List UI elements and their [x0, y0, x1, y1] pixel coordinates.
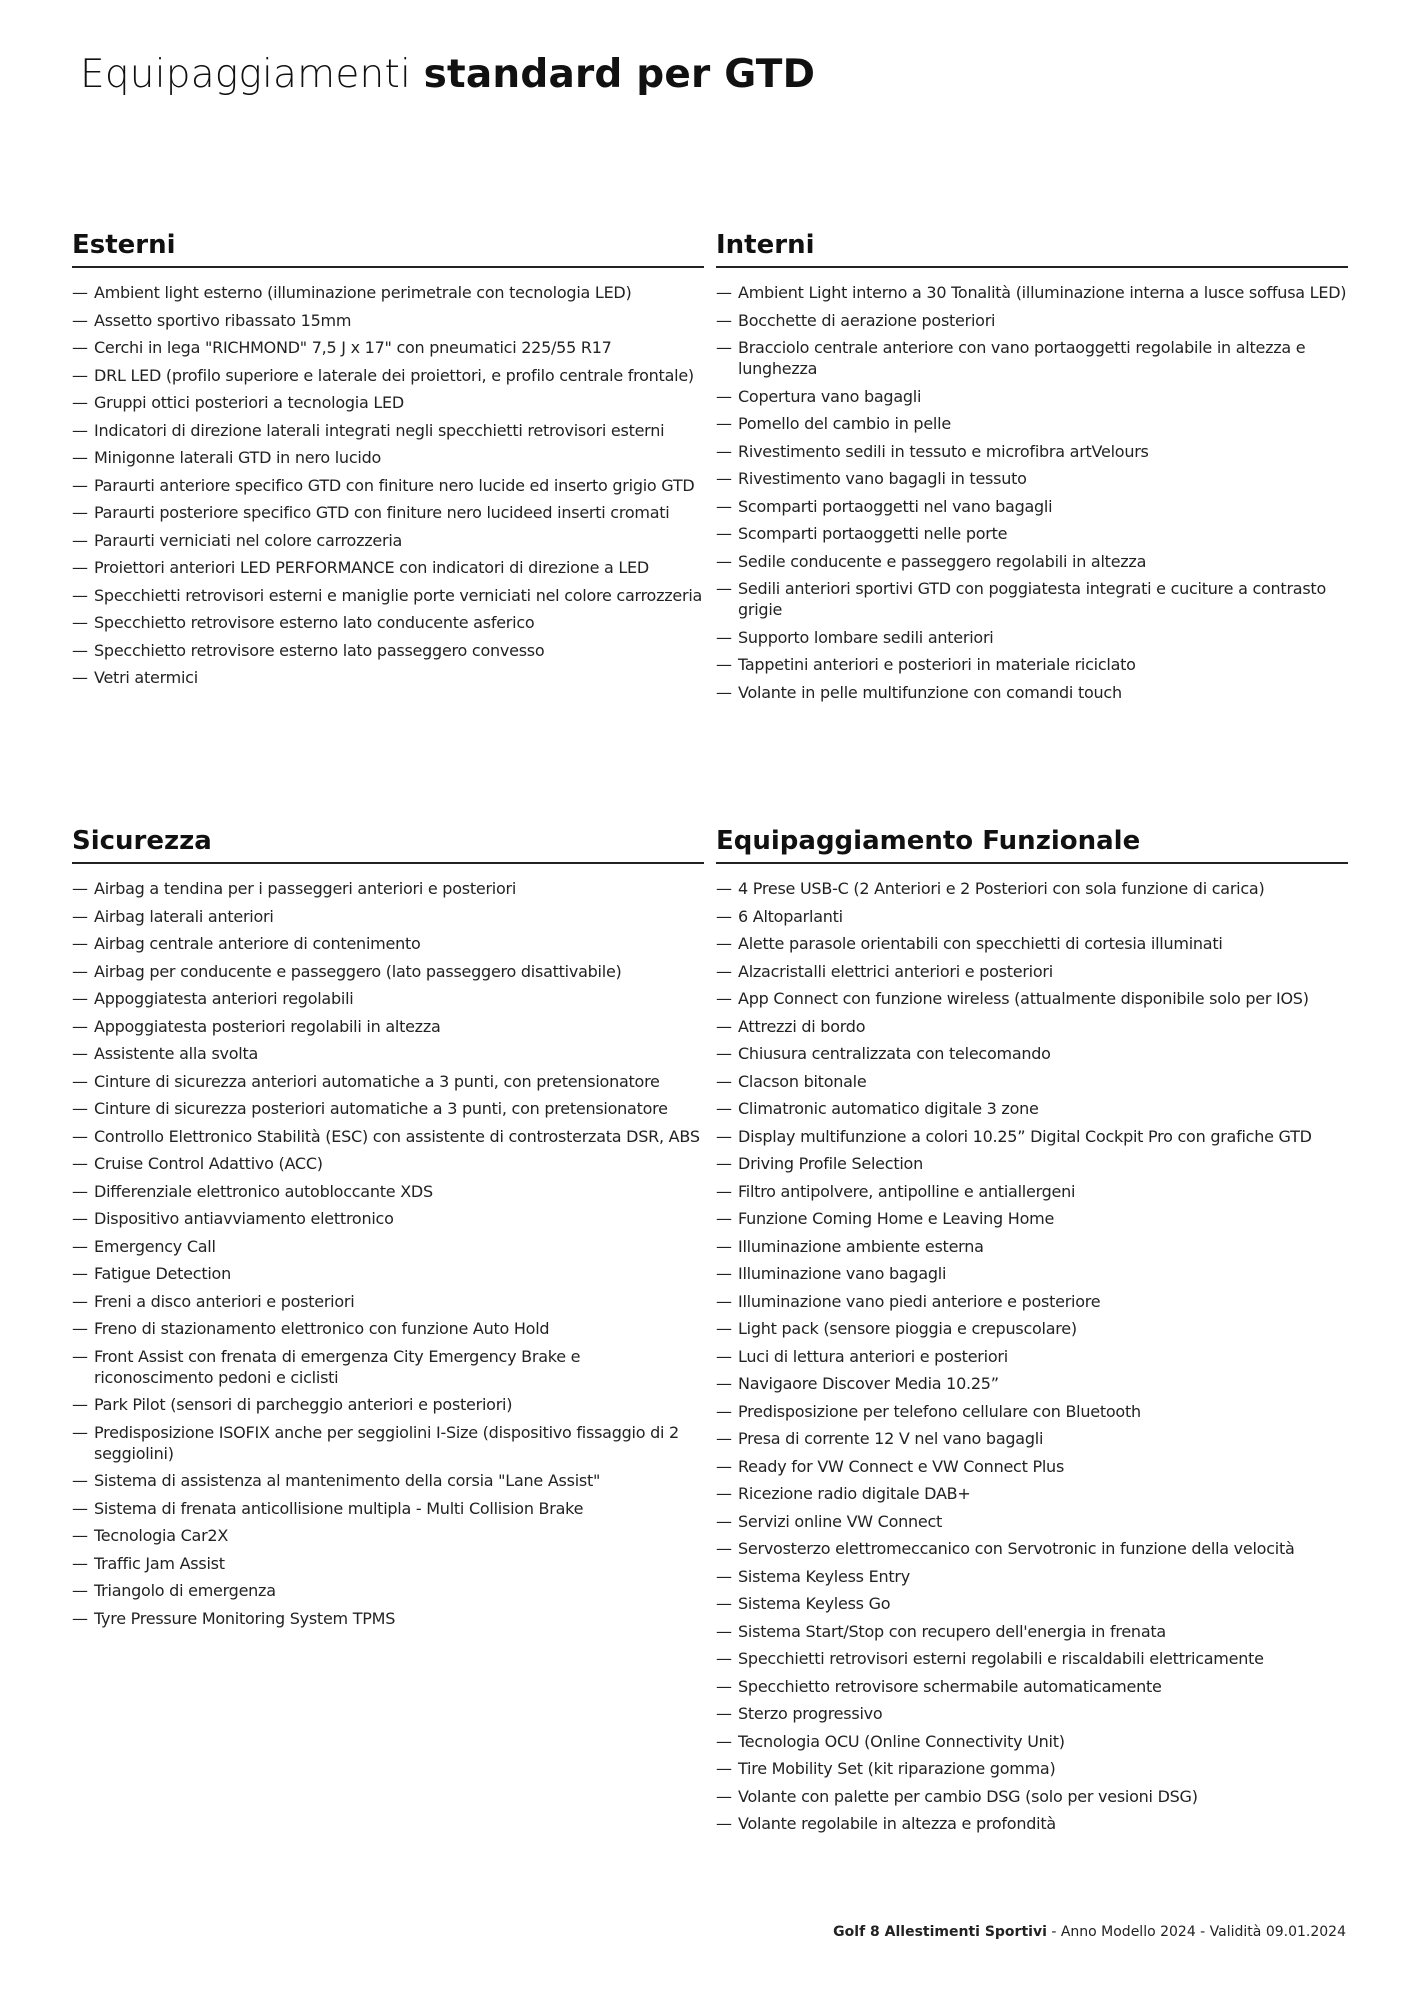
- bullet-dash: —: [716, 906, 732, 926]
- list-item-text: Display multifunzione a colori 10.25” Digital Cockpit Pro con grafiche GTD: [738, 1126, 1312, 1146]
- list-item: [72, 337, 704, 358]
- bullet-dash: —: [72, 1471, 88, 1490]
- list-item-text: Tire Mobility Set (kit riparazione gomma): [738, 1759, 1056, 1778]
- list-item: [72, 1291, 704, 1312]
- section-heading: Sicurezza: [72, 826, 704, 864]
- list-item-text: Specchietti retrovisori esterni e maniglie porte verniciati nel colore carrozzeria: [94, 585, 703, 605]
- bullet-dash: —: [716, 469, 732, 488]
- list-item-text: Cinture di sicurezza anteriori automatiche a 3 punti, con pretensionatore: [94, 1071, 660, 1091]
- bullet-dash: —: [716, 1676, 732, 1696]
- bullet-dash: —: [72, 420, 88, 440]
- list-item-text: Tecnologia OCU (Online Connectivity Unit): [738, 1731, 1065, 1751]
- list-item: [72, 502, 704, 523]
- list-item: [716, 1621, 1348, 1642]
- list-item: [72, 933, 704, 954]
- list-item: [716, 1346, 1348, 1367]
- bullet-dash: —: [716, 496, 732, 516]
- bullet-dash: —: [72, 989, 88, 1008]
- bullet-dash: —: [72, 310, 88, 330]
- list-item-text: Rivestimento vano bagagli in tessuto: [738, 469, 1027, 488]
- bullet-dash: —: [716, 310, 732, 330]
- equipment-list: [72, 878, 704, 1629]
- bullet-dash: —: [716, 961, 732, 981]
- list-item-text: Sedili anteriori sportivi GTD con poggiatesta integrati e cuciture a contrasto grigie: [738, 579, 1326, 619]
- list-item-text: Servosterzo elettromeccanico con Servotronic in funzione della velocità: [738, 1539, 1295, 1558]
- bullet-dash: —: [72, 1498, 88, 1518]
- bullet-dash: —: [716, 1649, 732, 1668]
- list-item: [716, 988, 1348, 1009]
- section-interni: [716, 230, 1348, 709]
- list-item: [716, 961, 1348, 982]
- list-item: [716, 413, 1348, 434]
- bullet-dash: —: [716, 1456, 732, 1476]
- list-item-text: Specchietto retrovisore schermabile automaticamente: [738, 1676, 1162, 1696]
- list-item-text: Luci di lettura anteriori e posteriori: [738, 1346, 1008, 1366]
- list-item: [716, 933, 1348, 954]
- bullet-dash: —: [716, 1731, 732, 1751]
- page-title-light: Equipaggiamenti: [80, 52, 411, 97]
- list-item: [72, 1498, 704, 1519]
- bullet-dash: —: [72, 1291, 88, 1311]
- list-item: [716, 1786, 1348, 1807]
- list-item-text: Volante con palette per cambio DSG (solo per vesioni DSG): [738, 1786, 1198, 1806]
- list-item: [716, 1071, 1348, 1092]
- section-heading: Interni: [716, 230, 1348, 268]
- list-item-text: Sistema Keyless Entry: [738, 1566, 910, 1586]
- list-item-text: Navigaore Discover Media 10.25”: [738, 1374, 999, 1393]
- list-item-text: Supporto lombare sedili anteriori: [738, 627, 994, 647]
- list-item-text: Pomello del cambio in pelle: [738, 414, 951, 433]
- list-item-text: DRL LED (profilo superiore e laterale dei proiettori, e profilo centrale frontale): [94, 365, 694, 385]
- bullet-dash: —: [72, 1154, 88, 1173]
- bullet-dash: —: [72, 640, 88, 660]
- list-item: [72, 1236, 704, 1257]
- list-item: [716, 1703, 1348, 1724]
- list-item-text: Park Pilot (sensori di parcheggio anteriori e posteriori): [94, 1395, 513, 1414]
- list-item-text: Specchietto retrovisore esterno lato conducente asferico: [94, 613, 535, 632]
- list-item-text: Paraurti posteriore specifico GTD con finiture nero lucideed inserti cromati: [94, 503, 670, 522]
- list-item: [716, 627, 1348, 648]
- bullet-dash: —: [72, 1422, 88, 1442]
- bullet-dash: —: [716, 283, 732, 302]
- list-item-text: Indicatori di direzione laterali integrati negli specchietti retrovisori esterni: [94, 420, 665, 440]
- bullet-dash: —: [72, 283, 88, 302]
- bullet-dash: —: [716, 1621, 732, 1641]
- list-item: [72, 667, 704, 688]
- list-item: [72, 1580, 704, 1601]
- list-item: [72, 1126, 704, 1147]
- list-item-text: Illuminazione vano bagagli: [738, 1264, 947, 1283]
- equipment-list: [716, 282, 1348, 703]
- list-item-text: Paraurti anteriore specifico GTD con finiture nero lucide ed inserto grigio GTD: [94, 475, 695, 495]
- list-item: [716, 1648, 1348, 1669]
- list-item: [72, 1553, 704, 1574]
- list-item-text: Illuminazione ambiente esterna: [738, 1236, 984, 1256]
- list-item: [716, 1813, 1348, 1834]
- bullet-dash: —: [72, 613, 88, 632]
- bullet-dash: —: [72, 1346, 88, 1366]
- bullet-dash: —: [72, 530, 88, 550]
- list-item-text: Vetri atermici: [94, 668, 198, 687]
- bullet-dash: —: [72, 1209, 88, 1228]
- list-item-text: Scomparti portaoggetti nelle porte: [738, 524, 1008, 543]
- bullet-dash: —: [72, 1608, 88, 1628]
- list-item: [72, 1394, 704, 1415]
- bullet-dash: —: [716, 1594, 732, 1613]
- list-item: [72, 1071, 704, 1092]
- list-item: [72, 1422, 704, 1464]
- list-item-text: Specchietto retrovisore esterno lato passeggero convesso: [94, 640, 545, 660]
- list-item: [72, 1318, 704, 1339]
- list-item: [72, 1043, 704, 1064]
- bullet-dash: —: [716, 414, 732, 433]
- list-item-text: Illuminazione vano piedi anteriore e posteriore: [738, 1291, 1101, 1311]
- bullet-dash: —: [72, 934, 88, 953]
- list-item-text: Triangolo di emergenza: [94, 1581, 276, 1600]
- list-item-text: Attrezzi di bordo: [738, 1016, 866, 1036]
- list-item: [72, 1470, 704, 1491]
- list-item: [716, 654, 1348, 675]
- bullet-dash: —: [716, 1539, 732, 1558]
- bullet-dash: —: [72, 1526, 88, 1545]
- list-item-text: Differenziale elettronico autobloccante XDS: [94, 1181, 433, 1201]
- bullet-dash: —: [716, 627, 732, 647]
- list-item-text: Front Assist con frenata di emergenza City Emergency Brake e riconoscimento pedoni e ciclisti: [94, 1346, 581, 1387]
- list-item: [716, 682, 1348, 703]
- list-item: [72, 310, 704, 331]
- bullet-dash: —: [716, 1401, 732, 1421]
- list-item: [72, 640, 704, 661]
- list-item: [72, 906, 704, 927]
- bullet-dash: —: [716, 655, 732, 674]
- list-item-text: Scomparti portaoggetti nel vano bagagli: [738, 496, 1053, 516]
- list-item-text: Airbag a tendina per i passeggeri anteriori e posteriori: [94, 879, 517, 898]
- bullet-dash: —: [716, 1374, 732, 1393]
- list-item-text: Predisposizione ISOFIX anche per seggiolini I-Size (dispositivo fissaggio di 2 seggiolini): [94, 1422, 679, 1463]
- list-item-text: Fatigue Detection: [94, 1264, 231, 1283]
- bullet-dash: —: [716, 1484, 732, 1503]
- list-item: [72, 1208, 704, 1229]
- bullet-dash: —: [716, 579, 732, 598]
- list-item-text: Traffic Jam Assist: [94, 1553, 225, 1573]
- bullet-dash: —: [72, 393, 88, 412]
- bullet-dash: —: [716, 1126, 732, 1146]
- list-item: [716, 1263, 1348, 1284]
- list-item-text: Cinture di sicurezza posteriori automatiche a 3 punti, con pretensionatore: [94, 1099, 668, 1118]
- list-item-text: Funzione Coming Home e Leaving Home: [738, 1209, 1055, 1228]
- list-item-text: Ready for VW Connect e VW Connect Plus: [738, 1456, 1065, 1476]
- bullet-dash: —: [716, 682, 732, 702]
- list-item: [72, 557, 704, 578]
- page-footer: [833, 1924, 1346, 1940]
- list-item: [72, 878, 704, 899]
- list-item-text: Dispositivo antiavviamento elettronico: [94, 1209, 394, 1228]
- bullet-dash: —: [72, 1553, 88, 1573]
- list-item: [72, 1346, 704, 1388]
- list-item: [716, 1181, 1348, 1202]
- list-item-text: Rivestimento sedili in tessuto e microfibra artVelours: [738, 441, 1149, 461]
- list-item-text: Volante in pelle multifunzione con comandi touch: [738, 682, 1122, 702]
- list-item: [72, 1016, 704, 1037]
- bullet-dash: —: [72, 475, 88, 495]
- page-title-bold: standard per GTD: [423, 52, 816, 97]
- list-item-text: Sedile conducente e passeggero regolabili in altezza: [738, 551, 1147, 571]
- list-item: [716, 441, 1348, 462]
- list-item-text: Assistente alla svolta: [94, 1044, 259, 1063]
- list-item: [716, 878, 1348, 899]
- list-item: [716, 1318, 1348, 1339]
- list-item: [72, 1608, 704, 1629]
- list-item: [72, 585, 704, 606]
- list-item-text: App Connect con funzione wireless (attualmente disponibile solo per IOS): [738, 989, 1309, 1008]
- list-item: [72, 282, 704, 303]
- footer-model: Golf 8 Allestimenti Sportivi: [833, 1924, 1047, 1940]
- list-item: [716, 1731, 1348, 1752]
- list-item: [716, 1428, 1348, 1449]
- list-item: [716, 468, 1348, 489]
- equipment-list: [716, 878, 1348, 1834]
- list-item-text: Predisposizione per telefono cellulare con Bluetooth: [738, 1401, 1141, 1421]
- list-item-text: Controllo Elettronico Stabilità (ESC) con assistente di controsterzata DSR, ABS: [94, 1126, 700, 1146]
- list-item-text: Assetto sportivo ribassato 15mm: [94, 310, 352, 330]
- list-item: [716, 578, 1348, 620]
- bullet-dash: —: [72, 1071, 88, 1091]
- bullet-dash: —: [72, 1181, 88, 1201]
- list-item-text: Copertura vano bagagli: [738, 386, 922, 406]
- bullet-dash: —: [72, 338, 88, 357]
- list-item: [72, 392, 704, 413]
- list-item: [716, 1758, 1348, 1779]
- list-item-text: Alette parasole orientabili con specchietti di cortesia illuminati: [738, 934, 1223, 953]
- list-item-text: Cerchi in lega "RICHMOND" 7,5 J x 17" con pneumatici 225/55 R17: [94, 338, 612, 357]
- bullet-dash: —: [72, 503, 88, 522]
- bullet-dash: —: [72, 906, 88, 926]
- bullet-dash: —: [716, 1319, 732, 1338]
- bullet-dash: —: [716, 1154, 732, 1173]
- list-item-text: Minigonne laterali GTD in nero lucido: [94, 448, 382, 467]
- list-item-text: 4 Prese USB-C (2 Anteriori e 2 Posteriori con sola funzione di carica): [738, 879, 1265, 898]
- list-item: [72, 1098, 704, 1119]
- bullet-dash: —: [716, 1016, 732, 1036]
- bullet-dash: —: [716, 1209, 732, 1228]
- list-item: [716, 1236, 1348, 1257]
- list-item: [72, 365, 704, 386]
- bullet-dash: —: [716, 441, 732, 461]
- list-item-text: Tyre Pressure Monitoring System TPMS: [94, 1608, 396, 1628]
- list-item-text: Gruppi ottici posteriori a tecnologia LED: [94, 393, 404, 412]
- bullet-dash: —: [716, 1291, 732, 1311]
- list-item: [72, 988, 704, 1009]
- list-item-text: Presa di corrente 12 V nel vano bagagli: [738, 1429, 1044, 1448]
- list-item-text: Specchietti retrovisori esterni regolabili e riscaldabili elettricamente: [738, 1649, 1264, 1668]
- list-item-text: Airbag per conducente e passeggero (lato passeggero disattivabile): [94, 961, 622, 981]
- equipment-list: [72, 282, 704, 688]
- bullet-dash: —: [72, 879, 88, 898]
- bullet-dash: —: [716, 1044, 732, 1063]
- list-item: [72, 1181, 704, 1202]
- bullet-dash: —: [72, 1126, 88, 1146]
- list-item: [716, 523, 1348, 544]
- list-item: [716, 337, 1348, 379]
- list-item: [72, 1153, 704, 1174]
- list-item: [716, 496, 1348, 517]
- list-item: [716, 1483, 1348, 1504]
- list-item-text: Ricezione radio digitale DAB+: [738, 1484, 971, 1503]
- bullet-dash: —: [716, 1759, 732, 1778]
- list-item-text: Tecnologia Car2X: [94, 1526, 229, 1545]
- list-item: [72, 530, 704, 551]
- list-item: [716, 310, 1348, 331]
- bullet-dash: —: [72, 585, 88, 605]
- list-item-text: Servizi online VW Connect: [738, 1511, 943, 1531]
- list-item: [72, 612, 704, 633]
- footer-validity: - Anno Modello 2024 - Validità 09.01.2024: [1046, 1924, 1346, 1940]
- bullet-dash: —: [72, 1016, 88, 1036]
- list-item-text: Freno di stazionamento elettronico con funzione Auto Hold: [94, 1319, 550, 1338]
- list-item-text: Bracciolo centrale anteriore con vano portaoggetti regolabile in altezza e lunghezza: [738, 338, 1306, 378]
- list-item-text: Sistema di assistenza al mantenimento della corsia "Lane Assist": [94, 1471, 601, 1490]
- list-item-text: Driving Profile Selection: [738, 1154, 923, 1173]
- list-item: [716, 1566, 1348, 1587]
- bullet-dash: —: [716, 338, 732, 357]
- list-item: [716, 1676, 1348, 1697]
- bullet-dash: —: [72, 1395, 88, 1414]
- list-item: [716, 1291, 1348, 1312]
- list-item-text: Sistema Keyless Go: [738, 1594, 891, 1613]
- bullet-dash: —: [72, 558, 88, 577]
- list-item-text: Appoggiatesta anteriori regolabili: [94, 989, 354, 1008]
- bullet-dash: —: [716, 1511, 732, 1531]
- list-item: [716, 386, 1348, 407]
- list-item-text: Sterzo progressivo: [738, 1704, 883, 1723]
- bullet-dash: —: [716, 551, 732, 571]
- list-item-text: Alzacristalli elettrici anteriori e posteriori: [738, 961, 1053, 981]
- bullet-dash: —: [716, 1099, 732, 1118]
- list-item-text: Airbag laterali anteriori: [94, 906, 274, 926]
- list-item: [716, 1208, 1348, 1229]
- list-item: [716, 551, 1348, 572]
- bullet-dash: —: [716, 989, 732, 1008]
- list-item: [72, 475, 704, 496]
- bullet-dash: —: [716, 1071, 732, 1091]
- bullet-dash: —: [716, 1566, 732, 1586]
- list-item: [716, 1043, 1348, 1064]
- section-heading: Equipaggiamento Funzionale: [716, 826, 1348, 864]
- list-item-text: Climatronic automatico digitale 3 zone: [738, 1099, 1039, 1118]
- bullet-dash: —: [716, 386, 732, 406]
- list-item-text: Light pack (sensore pioggia e crepuscolare): [738, 1319, 1077, 1338]
- section-equipaggiamento-funzionale: [716, 826, 1348, 1841]
- bullet-dash: —: [716, 1814, 732, 1833]
- list-item-text: Appoggiatesta posteriori regolabili in altezza: [94, 1016, 441, 1036]
- bullet-dash: —: [72, 1581, 88, 1600]
- list-item: [716, 1153, 1348, 1174]
- list-item-text: Cruise Control Adattivo (ACC): [94, 1154, 323, 1173]
- list-item: [716, 1538, 1348, 1559]
- list-item: [716, 1456, 1348, 1477]
- list-item: [72, 447, 704, 468]
- bullet-dash: —: [72, 1264, 88, 1283]
- bullet-dash: —: [72, 1099, 88, 1118]
- bullet-dash: —: [72, 448, 88, 467]
- list-item: [716, 1126, 1348, 1147]
- list-item: [716, 1511, 1348, 1532]
- bullet-dash: —: [716, 1264, 732, 1283]
- list-item: [716, 1593, 1348, 1614]
- bullet-dash: —: [716, 524, 732, 543]
- bullet-dash: —: [716, 1786, 732, 1806]
- list-item-text: Paraurti verniciati nel colore carrozzeria: [94, 530, 403, 550]
- list-item: [72, 1525, 704, 1546]
- list-item-text: Filtro antipolvere, antipolline e antiallergeni: [738, 1181, 1076, 1201]
- section-esterni: [72, 230, 704, 695]
- bullet-dash: —: [72, 961, 88, 981]
- list-item-text: Freni a disco anteriori e posteriori: [94, 1291, 355, 1311]
- bullet-dash: —: [72, 365, 88, 385]
- bullet-dash: —: [716, 1429, 732, 1448]
- list-item-text: Emergency Call: [94, 1236, 216, 1256]
- bullet-dash: —: [716, 1181, 732, 1201]
- bullet-dash: —: [72, 1044, 88, 1063]
- list-item: [716, 282, 1348, 303]
- list-item: [716, 906, 1348, 927]
- page-title: [80, 52, 815, 97]
- list-item-text: Chiusura centralizzata con telecomando: [738, 1044, 1051, 1063]
- list-item-text: Ambient Light interno a 30 Tonalità (illuminazione interna a lusce soffusa LED): [738, 283, 1347, 302]
- list-item: [716, 1373, 1348, 1394]
- list-item-text: Sistema di frenata anticollisione multipla - Multi Collision Brake: [94, 1498, 584, 1518]
- bullet-dash: —: [72, 1236, 88, 1256]
- list-item-text: Clacson bitonale: [738, 1071, 867, 1091]
- section-sicurezza: [72, 826, 704, 1635]
- list-item: [716, 1016, 1348, 1037]
- bullet-dash: —: [72, 1319, 88, 1338]
- list-item-text: Ambient light esterno (illuminazione perimetrale con tecnologia LED): [94, 283, 632, 302]
- list-item: [72, 961, 704, 982]
- bullet-dash: —: [716, 879, 732, 898]
- list-item: [72, 1263, 704, 1284]
- list-item-text: Airbag centrale anteriore di contenimento: [94, 934, 421, 953]
- bullet-dash: —: [716, 1236, 732, 1256]
- list-item: [72, 420, 704, 441]
- bullet-dash: —: [72, 668, 88, 687]
- bullet-dash: —: [716, 1704, 732, 1723]
- list-item-text: Proiettori anteriori LED PERFORMANCE con indicatori di direzione a LED: [94, 558, 649, 577]
- list-item: [716, 1401, 1348, 1422]
- list-item-text: Tappetini anteriori e posteriori in materiale riciclato: [738, 655, 1136, 674]
- section-heading: Esterni: [72, 230, 704, 268]
- list-item-text: 6 Altoparlanti: [738, 906, 843, 926]
- bullet-dash: —: [716, 934, 732, 953]
- list-item-text: Bocchette di aerazione posteriori: [738, 310, 996, 330]
- list-item-text: Volante regolabile in altezza e profondità: [738, 1814, 1056, 1833]
- list-item-text: Sistema Start/Stop con recupero dell'energia in frenata: [738, 1621, 1166, 1641]
- list-item: [716, 1098, 1348, 1119]
- bullet-dash: —: [716, 1346, 732, 1366]
